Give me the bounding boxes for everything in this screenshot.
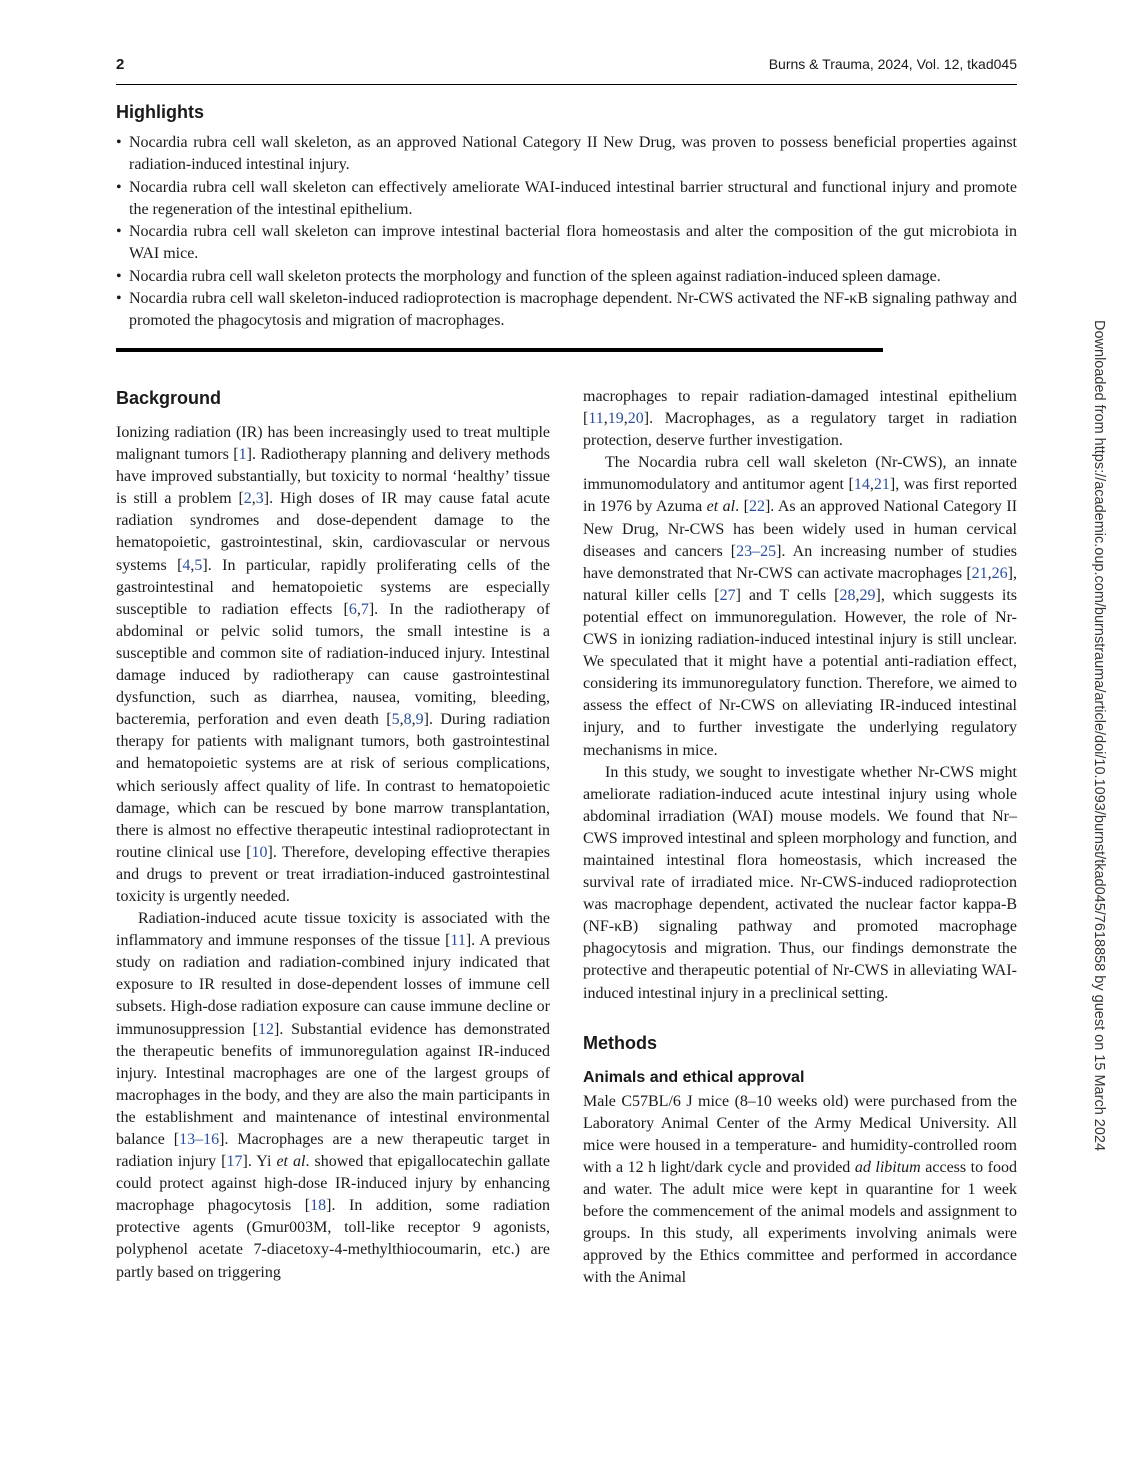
citation-link[interactable]: 19 bbox=[607, 410, 624, 428]
citation-link[interactable]: 1 bbox=[238, 446, 247, 464]
citation-link[interactable]: 12 bbox=[258, 1020, 275, 1038]
citation-link[interactable]: 4 bbox=[182, 556, 191, 574]
citation-link[interactable]: 20 bbox=[627, 410, 644, 428]
citation-link[interactable]: 13–16 bbox=[179, 1131, 220, 1148]
citation-link[interactable]: 6 bbox=[348, 600, 357, 618]
background-paragraph-3: The Nocardia rubra cell wall skeleton (Nr-CWS), an innate immunomodulatory and antitumor agent [14,21], was first reported in 1976 by Azuma et al. [22]. As an approved National Category II New Drug, Nr-CWS has been widely used in human cervical diseases and cancers [23–25]. An increasing number of studies have demonstrated that Nr-CWS can activate macrophages [21,26], natural killer cells [27] and T cells [28,29], which suggests its potential effect on immunoregulation. However, the role of Nr-CWS in ionizing radiation-induced intestinal injury is still unclear. We speculated that it might have a potential anti-radiation effect, considering its immunoregulatory function. Therefore, we aimed to assess the effect of Nr-CWS on alleviating IR-induced intestinal injury, and to further investigate the underlying regulatory mechanisms in mice. bbox=[583, 454, 1018, 759]
left-column bbox=[116, 386, 550, 1284]
italic-text: et al bbox=[706, 498, 736, 516]
methods-subsection-heading: Animals and ethical approval bbox=[583, 1068, 805, 1086]
highlight-item: • Nocardia rubra cell wall skeleton protects the morphology and function of the spleen against radiation-induced spleen damage. bbox=[116, 266, 1017, 288]
citation-link[interactable]: 2 bbox=[243, 490, 252, 508]
highlights-title: Highlights bbox=[116, 102, 204, 122]
citation-link[interactable]: 28 bbox=[839, 586, 856, 604]
citation-link[interactable]: 9 bbox=[415, 711, 424, 729]
citation-link[interactable]: 21 bbox=[971, 564, 988, 582]
running-head: Burns & Trauma, 2024, Vol. 12, tkad045 bbox=[768, 56, 1017, 72]
citation-link[interactable]: 3 bbox=[255, 490, 264, 508]
highlights-divider bbox=[116, 348, 883, 352]
citation-link[interactable]: 26 bbox=[991, 564, 1008, 582]
citation-link[interactable]: 5 bbox=[194, 556, 203, 574]
citation-link[interactable]: 7 bbox=[360, 600, 369, 618]
background-paragraph-4: In this study, we sought to investigate whether Nr-CWS might ameliorate radiation-induced acute intestinal injury using whole abdominal irradiation (WAI) mouse models. We found that Nr–CWS improved intestinal and spleen morphology and function, and maintained intestinal flora homeostasis, which increased the survival rate of irradiated mice. Nr-CWS-induced radioprotection was macrophage dependent, activated the nuclear factor kappa-B (NF-κB) signaling pathway and promoted macrophage phagocytosis and migration. Thus, our findings demonstrate the protective and therapeutic potential of Nr-CWS in alleviating WAI-induced intestinal injury in a preclinical setting. bbox=[583, 763, 1017, 1002]
background-paragraph-2-continued: macrophages to repair radiation-damaged intestinal epithelium [11,19,20]. Macrophages, as a regulatory target in radiation protection, deserve further investigation. bbox=[583, 388, 1017, 450]
citation-link[interactable]: 21 bbox=[873, 476, 890, 494]
citation-link[interactable]: 11 bbox=[588, 410, 604, 428]
page-number: 2 bbox=[116, 56, 125, 73]
citation-link[interactable]: 8 bbox=[403, 711, 412, 729]
citation-link[interactable]: 14 bbox=[853, 476, 870, 494]
highlight-item: • Nocardia rubra cell wall skeleton can effectively ameliorate WAI-induced intestinal barrier structural and functional injury and promote the regeneration of the intestinal epithelium. bbox=[116, 177, 1017, 222]
header-rule bbox=[116, 84, 1017, 85]
citation-link[interactable]: 27 bbox=[719, 586, 736, 604]
citation-link[interactable]: 29 bbox=[859, 586, 876, 604]
background-heading: Background bbox=[116, 388, 222, 408]
download-watermark: Downloaded from https://academic.oup.com/burnstrauma/article/doi/10.1093/burnst/tkad045/7618858 by guest on 15 March 2024 bbox=[1091, 320, 1107, 1152]
italic-text: ad libitum bbox=[854, 1158, 921, 1176]
highlights-list bbox=[116, 132, 1017, 333]
highlight-item: • Nocardia rubra cell wall skeleton can improve intestinal bacterial flora homeostasis and alter the composition of the gut microbiota in WAI mice. bbox=[116, 221, 1017, 266]
highlight-item: • Nocardia rubra cell wall skeleton-induced radioprotection is macrophage dependent. Nr-CWS activated the NF-κB signaling pathway and promoted the phagocytosis and migration of macrophages. bbox=[116, 288, 1017, 333]
citation-link[interactable]: 11 bbox=[450, 932, 466, 950]
citation-link[interactable]: 17 bbox=[226, 1153, 243, 1171]
citation-link[interactable]: 5 bbox=[391, 711, 400, 729]
background-paragraph-2: Radiation-induced acute tissue toxicity is associated with the inflammatory and immune responses of the tissue [11]. A previous study on radiation and radiation-combined injury indicated that exposure to IR resulted in dose-dependent losses of immune cell subsets. High-dose radiation exposure can cause immune decline or immunosuppression [12]. Substantial evidence has demonstrated the therapeutic benefits of immunoregulation against IR-induced injury. Intestinal macrophages are one of the largest groups of macrophages in the body, and they are also the main participants in the establishment and maintenance of intestinal environmental balance [13–16]. Macrophages are a new therapeutic target in radiation injury [17]. Yi et al. showed that epigallocatechin gallate could protect against high-dose IR-induced injury by enhancing macrophage phagocytosis [18]. In addition, some radiation protective agents (Gmur003M, toll-like receptor 9 agonists, polyphenol acetate 7-diacetoxy-4-methylthiocoumarin, etc.) are partly based on triggering bbox=[116, 910, 551, 1281]
citation-link[interactable]: 18 bbox=[310, 1197, 327, 1215]
methods-heading: Methods bbox=[583, 1032, 657, 1053]
background-paragraph-1: Ionizing radiation (IR) has been increasingly used to treat multiple malignant tumors [1]. Radiotherapy planning and delivery methods have improved substantially, but toxicity to normal ‘healthy’ tissue is still a problem [2,3]. High doses of IR may cause fatal acute radiation syndromes and dose-dependent damage to the hematopoietic, gastrointestinal, skin, cardiovascular or nervous systems [4,5]. In particular, rapidly proliferating cells of the gastrointestinal and hematopoietic systems are especially susceptible to radiation effects [6,7]. In the radiotherapy of abdominal or pelvic solid tumors, the small intestine is a susceptible and common site of radiation-induced injury. Intestinal damage induced by radiotherapy can cause gastrointestinal dysfunction, such as diarrhea, nausea, vomiting, bleeding, bacteremia, perforation and even death [5,8,9]. During radiation therapy for patients with malignant tumors, both gastrointestinal and hematopoietic systems are at risk of serious complications, which seriously affect quality of life. In contrast to hematopoietic damage, which can be rescued by bone marrow transplantation, there is almost no effective therapeutic intestinal radioprotectant in routine clinical use [10]. Therefore, developing effective therapies and drugs to prevent or treat irradiation-induced gastrointestinal toxicity is urgently needed. bbox=[116, 424, 551, 905]
right-column bbox=[583, 386, 1017, 1289]
methods-paragraph-1: Male C57BL/6 J mice (8–10 weeks old) were purchased from the Laboratory Animal Center of the Army Medical University. All mice were housed in a temperature- and humidity-controlled room with a 12 h light/dark cycle and provided ad libitum access to food and water. The adult mice were kept in quarantine for 1 week before the commencement of the animal models and assignment to groups. In this study, all experiments involving animals were approved by the Ethics committee and performed in accordance with the Animal bbox=[583, 1092, 1018, 1287]
highlight-item: • Nocardia rubra cell wall skeleton, as an approved National Category II New Drug, was proven to possess beneficial properties against radiation-induced intestinal injury. bbox=[116, 132, 1017, 177]
citation-link[interactable]: 10 bbox=[251, 843, 268, 861]
citation-link[interactable]: 22 bbox=[748, 498, 765, 516]
italic-text: et al bbox=[276, 1153, 306, 1171]
citation-link[interactable]: 23–25 bbox=[736, 542, 777, 560]
